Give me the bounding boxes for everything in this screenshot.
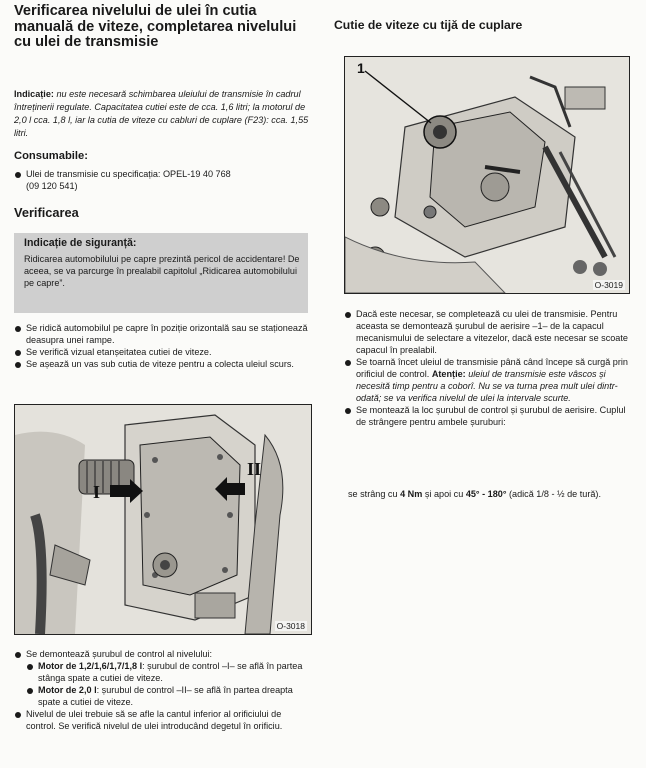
figure-o3019 bbox=[344, 56, 630, 294]
torque-note bbox=[348, 488, 628, 500]
figure-code: O-3018 bbox=[276, 621, 305, 631]
check-steps bbox=[14, 322, 308, 370]
fill-steps bbox=[344, 308, 632, 428]
intro-text: nu este necesară schimbarea uleiului de transmisie în cadrul întreținerii regulate. Capacitatea cutiei este de cca. 1,6 litri; la motorul de 2,0 l cca. 1,8 l, iar la cutia de viteze cu cabluri de cuplare (F23): cca. 1,55 litri. bbox=[14, 89, 309, 138]
attention-label: Atenție: bbox=[431, 369, 466, 379]
sub-item-text: : șurubul de control –II– se află în partea dreapta spate a cutiei de viteze. bbox=[38, 685, 293, 707]
torque-mid: și apoi cu bbox=[422, 489, 466, 499]
figure-callout-1: 1 bbox=[357, 60, 365, 76]
torque-prefix: se strâng cu bbox=[348, 489, 401, 499]
step-item: Nivelul de ulei trebuie să se afle la cantul inferior al orificiului de control. Se verifică nivelul de ulei introducând degetul în orificiu. bbox=[14, 708, 308, 732]
safety-box bbox=[14, 233, 308, 313]
engine-sublist bbox=[26, 660, 308, 708]
step-text: Se toarnă încet uleiul de transmisie până când începe să curgă prin orificiul de control. bbox=[356, 357, 628, 379]
torque-value-angle: 45° - 180° bbox=[465, 489, 507, 499]
step-text: Se demontează șurubul de control al nivelului: bbox=[26, 649, 213, 659]
step-item: Se montează la loc șurubul de control și șurubul de aerisire. Cuplul de strângere pentru ambele șuruburi: bbox=[344, 404, 632, 428]
consumable-item: Ulei de transmisie cu specificația: OPEL-19 40 768 (09 120 541) bbox=[14, 168, 234, 192]
section-heading-tija: Cutie de viteze cu tijă de cuplare bbox=[334, 18, 523, 32]
section-heading-verificarea: Verificarea bbox=[14, 205, 79, 220]
shift-rod-gearbox-illustration bbox=[345, 57, 629, 293]
figure-label-two: II bbox=[247, 459, 262, 479]
torque-value-nm: 4 Nm bbox=[400, 489, 423, 499]
figure-code: O-3019 bbox=[594, 280, 623, 290]
transmission-underside-illustration bbox=[15, 405, 311, 634]
torque-suffix: (adică 1/8 - ½ de tură). bbox=[506, 489, 601, 499]
level-steps bbox=[14, 648, 308, 732]
figure-label-one: I bbox=[93, 482, 101, 502]
sub-item-text: : șurubul de control –I– se află în partea stânga spate a cutiei de viteze. bbox=[38, 661, 303, 683]
page-title: Verificarea nivelului de ulei în cutia manuală de viteze, completarea nivelului cu ulei de transmisie bbox=[14, 3, 297, 50]
step-item bbox=[14, 648, 308, 708]
attention-text: uleiul de transmisie este vâscos și necesită timp pentru a coborî. Nu se va turna prea mult ulei dintr-odată; se va verifica nivelul de ulei la intervale scurte. bbox=[356, 369, 618, 403]
sub-item bbox=[26, 660, 308, 684]
sub-item-bold: Motor de 1,2/1,6/1,7/1,8 l bbox=[38, 661, 143, 671]
step-item: Se așează un vas sub cutia de viteze pentru a colecta uleiul scurs. bbox=[14, 358, 308, 370]
intro-note bbox=[14, 88, 312, 140]
safety-title: Indicație de siguranță: bbox=[24, 237, 137, 249]
step-item bbox=[344, 356, 632, 404]
sub-item-bold: Motor de 2,0 l bbox=[38, 685, 97, 695]
step-item: Se verifică vizual etanșeitatea cutiei de viteze. bbox=[14, 346, 308, 358]
consumables-list bbox=[14, 168, 234, 192]
step-item: Dacă este necesar, se completează cu ulei de transmisie. Pentru aceasta se demontează șurubul de aerisire –1– de la capacul mecanismului de selectare a vitezelor, dacă este necesar se scoate capacul în prealabil. bbox=[344, 308, 632, 356]
step-item: Se ridică automobilul pe capre în poziție orizontală sau se staționează deasupra unei rampe. bbox=[14, 322, 308, 346]
intro-label: Indicație: bbox=[14, 89, 54, 99]
figure-o3018 bbox=[14, 404, 312, 635]
sub-item bbox=[26, 684, 308, 708]
consumables-heading: Consumabile: bbox=[14, 150, 88, 162]
safety-text: Ridicarea automobilului pe capre prezintă pericol de accidentare! De aceea, se va parcurge în prealabil capitolul „Ridicarea automobilului pe capre”. bbox=[24, 254, 300, 288]
